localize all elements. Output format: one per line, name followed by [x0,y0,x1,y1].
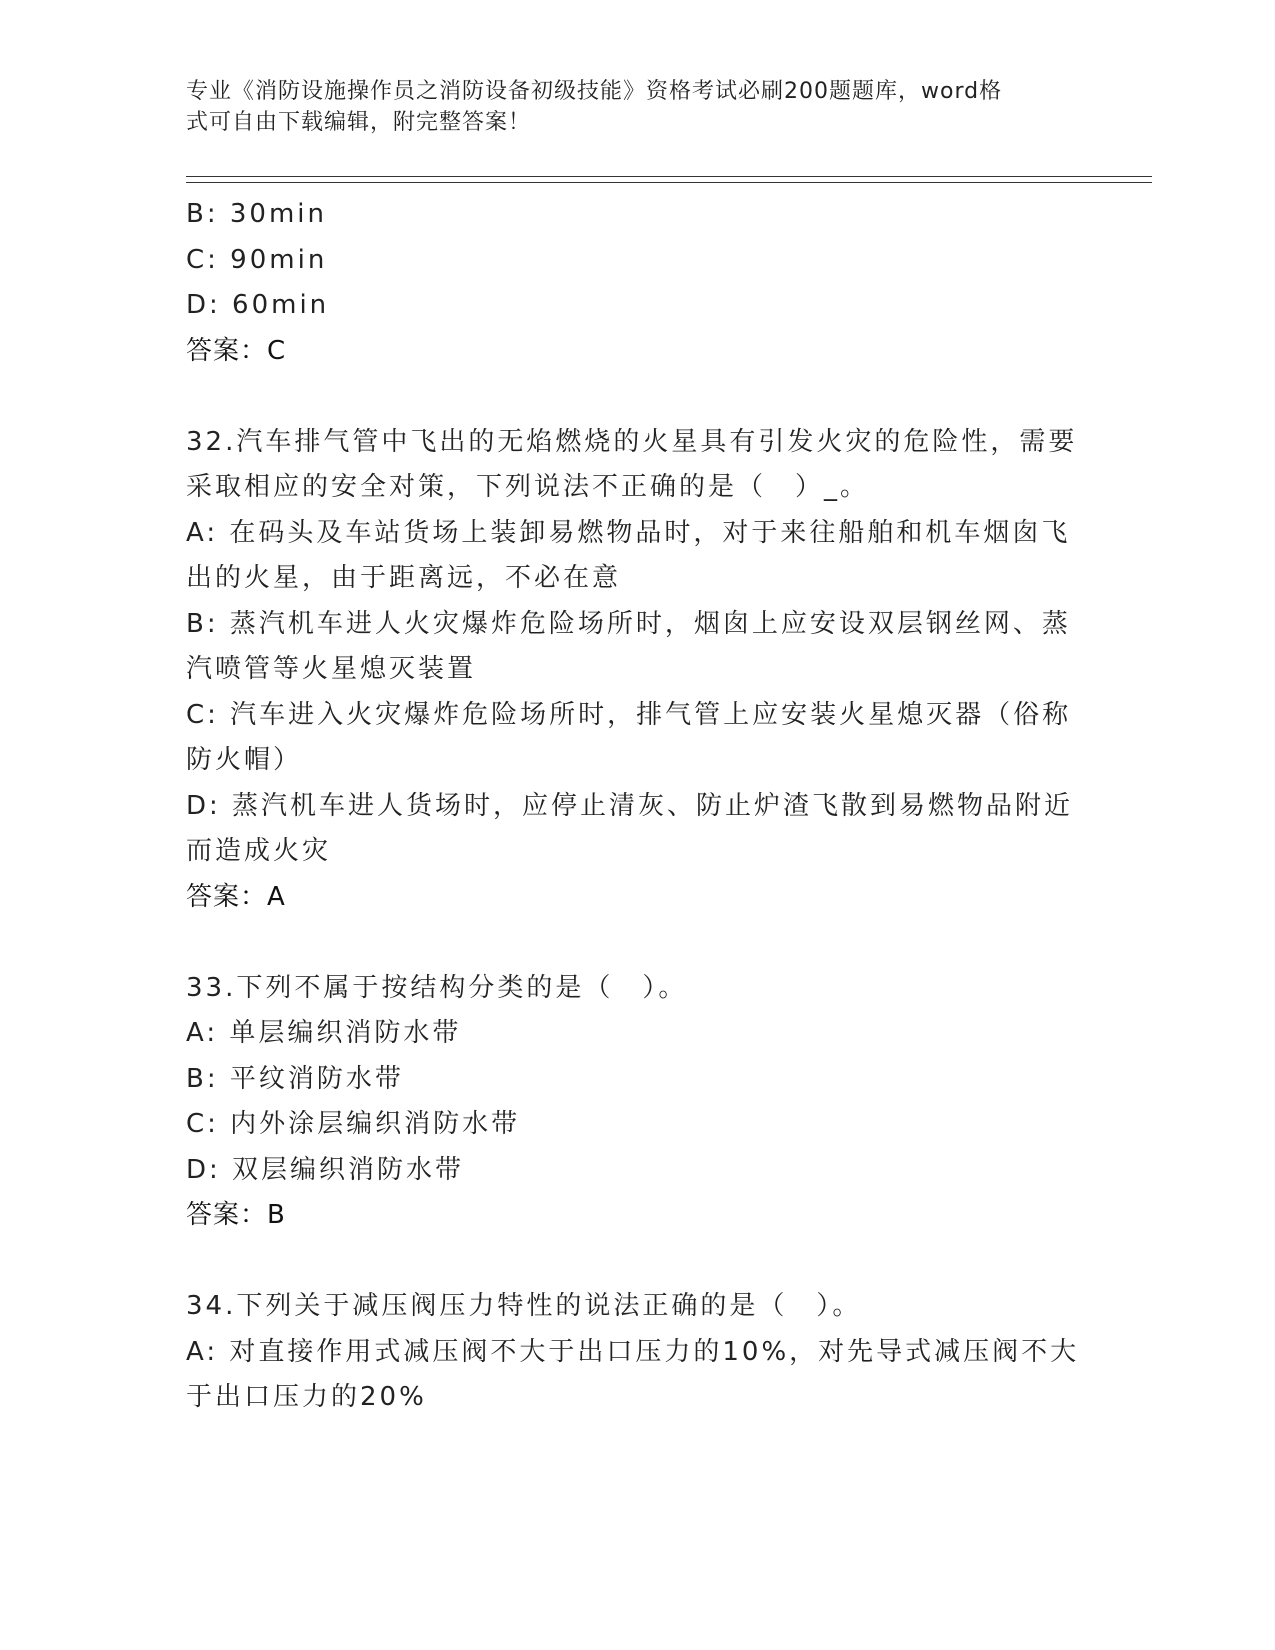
q32-stem-line-2: 采取相应的安全对策，下列说法不正确的是（ ）_。 [186,472,870,502]
question-32 [186,420,1076,921]
q32-option-b-line-1: B: 蒸汽机车进人火灾爆炸危险场所时，烟囱上应安设双层钢丝网、蒸 [186,608,1071,639]
spacer [186,920,1076,966]
question-content [186,192,1080,1421]
q33-stem: 33.下列不属于按结构分类的是（ ）。 [186,972,688,1003]
q33-option-c: C: 内外涂层编织消防水带 [186,1109,521,1139]
q32-option-c-line-1: C: 汽车进入火灾爆炸危险场所时，排气管上应安装火星熄灭器（俗称 [186,699,1072,730]
header-title-line-1: 专业《消防设施操作员之消防设备初级技能》资格考试必刷200题题库，word格 [186,79,1003,104]
q31-option-d: D: 60min [186,290,330,320]
question-33 [186,966,1076,1239]
q34-option-a-line-1: A: 对直接作用式减压阀不大于出口压力的10%，对先导式减压阀不大 [186,1336,1080,1367]
spacer [186,374,1076,420]
q33-answer: 答案：B [186,1200,286,1230]
header-title-line-2: 式可自由下载编辑，附完整答案！ [186,110,532,135]
q31-answer: 答案：C [186,335,287,366]
spacer [186,1239,1076,1285]
q32-option-a-line-1: A: 在码头及车站货场上装卸易燃物品时，对于来往船舶和机车烟囱飞 [186,517,1071,548]
question-34 [186,1284,1080,1421]
header-divider-bottom [186,182,1152,183]
header-divider-top [186,176,1152,177]
q33-option-d: D: 双层编织消防水带 [186,1154,465,1185]
q34-option-a-line-2: 于出口压力的20% [186,1382,427,1412]
q32-answer: 答案：A [186,881,286,912]
q31-option-b: B: 30min [186,199,327,229]
q31-option-c: C: 90min [186,244,328,275]
q33-option-b: B: 平纹消防水带 [186,1063,404,1094]
q32-option-b-line-2: 汽喷管等火星熄灭装置 [186,654,477,684]
q32-option-a-line-2: 出的火星，由于距离远，不必在意 [186,563,622,593]
document-header [186,76,1066,138]
q32-option-d-line-1: D: 蒸汽机车进人货场时，应停止清灰、防止炉渣飞散到易燃物品附近 [186,790,1074,821]
q32-option-d-line-2: 而造成火灾 [186,836,332,866]
q33-option-a: A: 单层编织消防水带 [186,1018,462,1048]
question-31 [186,192,1076,374]
q34-stem: 34.下列关于减压阀压力特性的说法正确的是（ ）。 [186,1291,862,1321]
q32-stem-line-1: 32.汽车排气管中飞出的无焰燃烧的火星具有引发火灾的危险性，需要 [186,426,1078,457]
q32-option-c-line-2: 防火帽） [186,745,303,775]
